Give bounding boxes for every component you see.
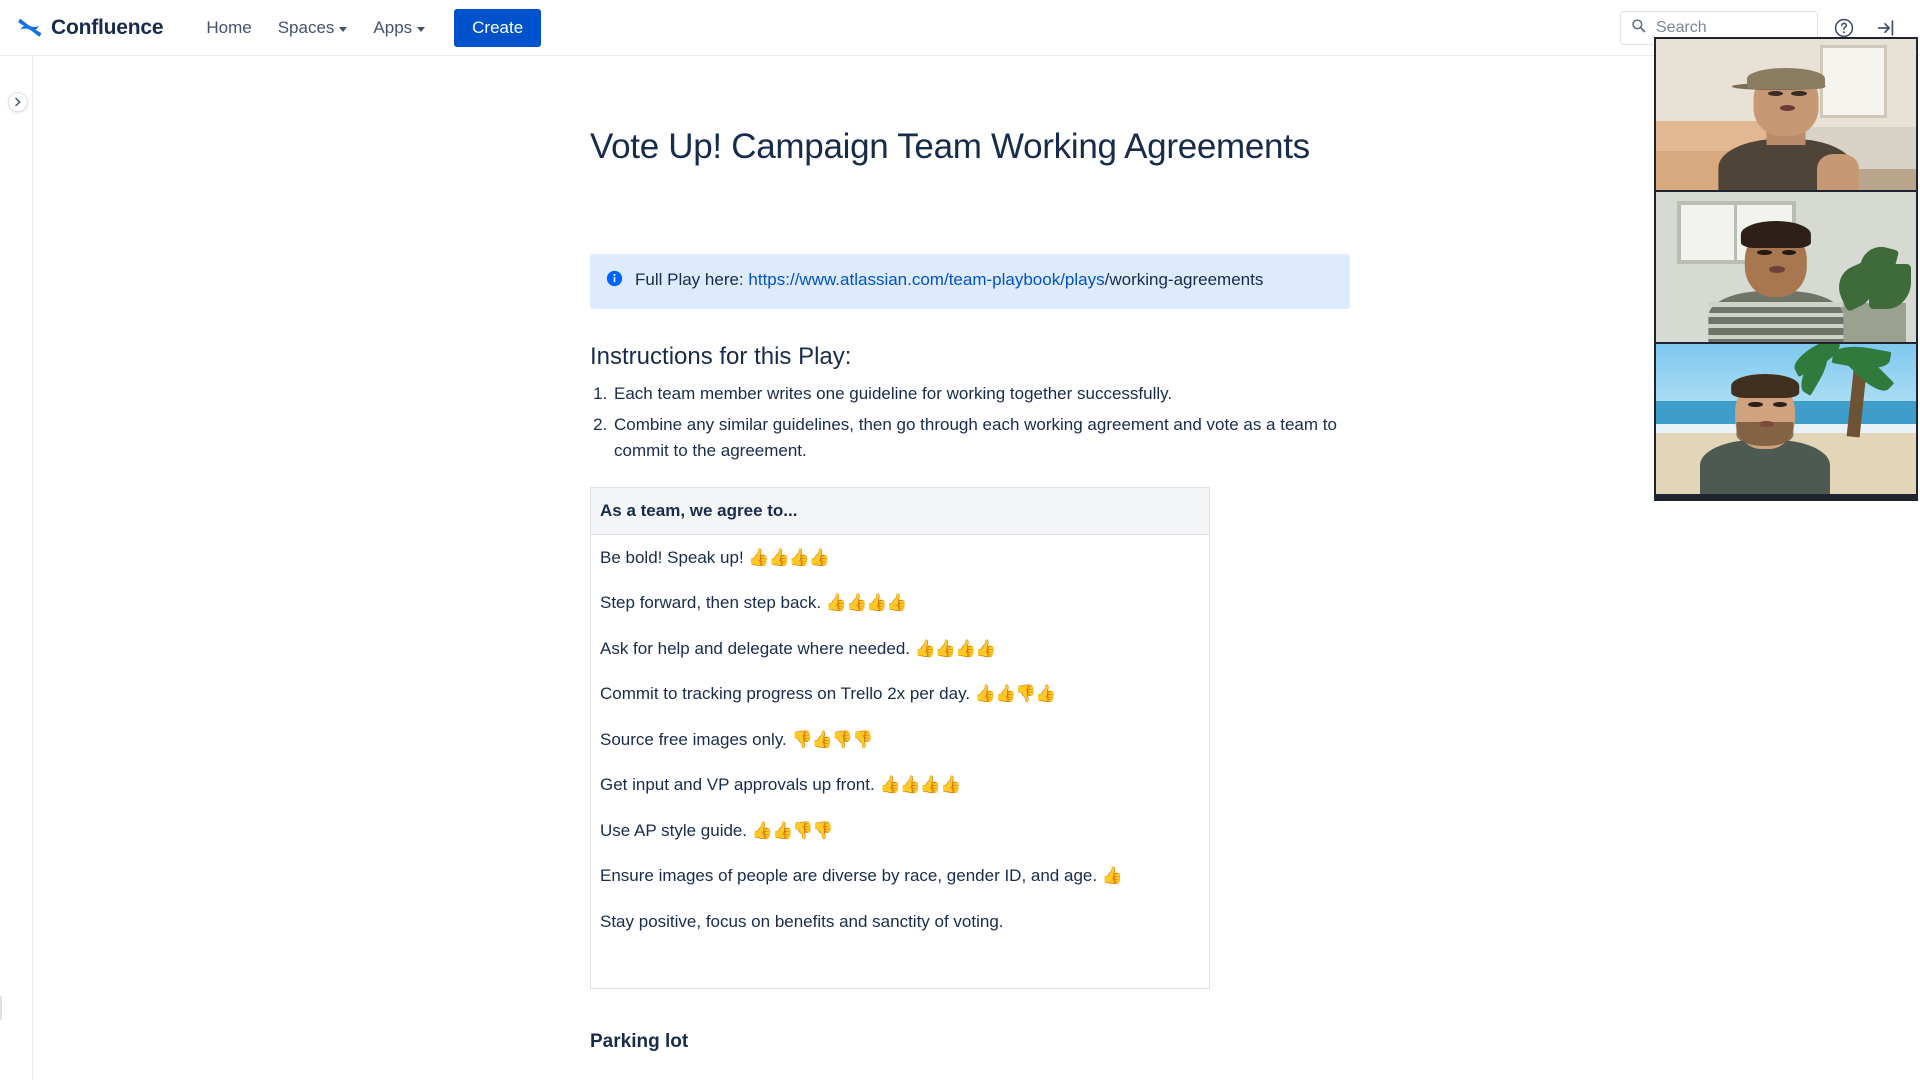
info-panel-prefix: Full Play here: [635,270,749,289]
nav-item-spaces[interactable] [267,11,359,45]
agreement-text: Stay positive, focus on benefits and sanctity of voting. [600,911,1004,931]
confluence-logo-icon [18,16,42,40]
vote-emojis: 👎👍👎👎 [791,729,873,749]
page-title: Vote Up! Campaign Team Working Agreements [590,127,1310,166]
video-call-overlay[interactable] [1654,37,1918,501]
agreement-text: Ensure images of people are diverse by race, gender ID, and age. [600,866,1098,886]
agreement-text: Be bold! Speak up! [600,547,744,567]
table-row[interactable] [591,762,1210,808]
create-button[interactable]: Create [454,9,541,47]
table-row[interactable] [591,626,1210,672]
info-panel [590,254,1350,309]
info-panel-link-suffix: /working-agreements [1104,270,1264,289]
list-item: 2. Combine any similar guidelines, then go through each working agreement and vote as a team to commit to the agreement. [612,412,1350,465]
agreement-text: Use AP style guide. [600,820,748,840]
chevron-right-icon [13,97,23,107]
info-panel-text [635,268,1263,293]
vote-emojis: 👍👍👎👎 [751,820,833,840]
table-row[interactable] [591,717,1210,763]
sidebar-expand-button[interactable] [8,92,28,112]
vote-emojis: 👍👍👍👍 [825,593,907,613]
agreement-text: Step forward, then step back. [600,593,822,613]
agreement-text: Source free images only. [600,729,787,749]
vote-emojis: 👍👍👍👍 [879,775,961,795]
nav-item-home-label: Home [206,17,252,37]
search-icon [1631,18,1646,38]
cap-decor [1747,68,1825,89]
parking-lot-heading: Parking lot [590,1030,689,1052]
playbook-link[interactable]: https://www.atlassian.com/team-playbook/plays [748,270,1105,289]
list-item: 1. Each team member writes one guideline for working together successfully. [612,381,1350,407]
table-row[interactable] [591,580,1210,626]
video-tile-participant-1[interactable] [1656,39,1916,190]
info-icon [606,270,623,295]
table-row[interactable] [591,671,1210,717]
vote-emojis: 👍👍👍👍 [748,547,830,567]
agreement-text: Commit to tracking progress on Trello 2x per day. [600,684,971,704]
agreements-table [590,487,1210,989]
vote-emojis: 👍 [1101,866,1122,886]
nav-item-spaces-label: Spaces [277,17,335,37]
window-decor [1820,45,1888,117]
table-row[interactable] [591,853,1210,899]
app-name: Confluence [51,15,164,39]
nav-item-apps-label: Apps [373,17,413,37]
table-header-row [591,487,1210,534]
instructions-heading: Instructions for this Play: [590,342,852,370]
table-row-empty[interactable] [591,944,1210,988]
sidebar-rail [0,56,33,1080]
search-input[interactable] [1654,18,1807,38]
instructions-list [590,381,1350,465]
vote-emojis: 👍👍👍👍 [914,638,996,658]
video-tile-participant-2[interactable] [1656,190,1916,342]
vote-emojis: 👍👍👎👍 [974,684,1056,704]
table-row[interactable] [591,808,1210,854]
confluence-brand[interactable] [18,16,163,40]
agreement-text: Get input and VP approvals up front. [600,775,875,795]
page-content-area [33,56,1920,1080]
top-navigation-bar [0,0,1920,56]
nav-item-home[interactable] [195,11,262,45]
sidebar-resize-handle[interactable] [0,996,2,1020]
confluence-page [590,56,1350,1053]
avatar [1708,291,1843,342]
chevron-down-icon [417,27,425,32]
table-column-header-agreement: As a team, we agree to... [591,487,1210,534]
table-row[interactable] [591,899,1210,945]
nav-item-apps[interactable] [362,11,436,45]
agreement-text: Ask for help and delegate where needed. [600,638,911,658]
primary-nav-items [195,9,541,47]
chevron-down-icon [339,27,347,32]
video-tile-participant-3[interactable] [1656,342,1916,494]
agreements-table-body [591,534,1210,988]
table-row[interactable] [591,534,1210,580]
